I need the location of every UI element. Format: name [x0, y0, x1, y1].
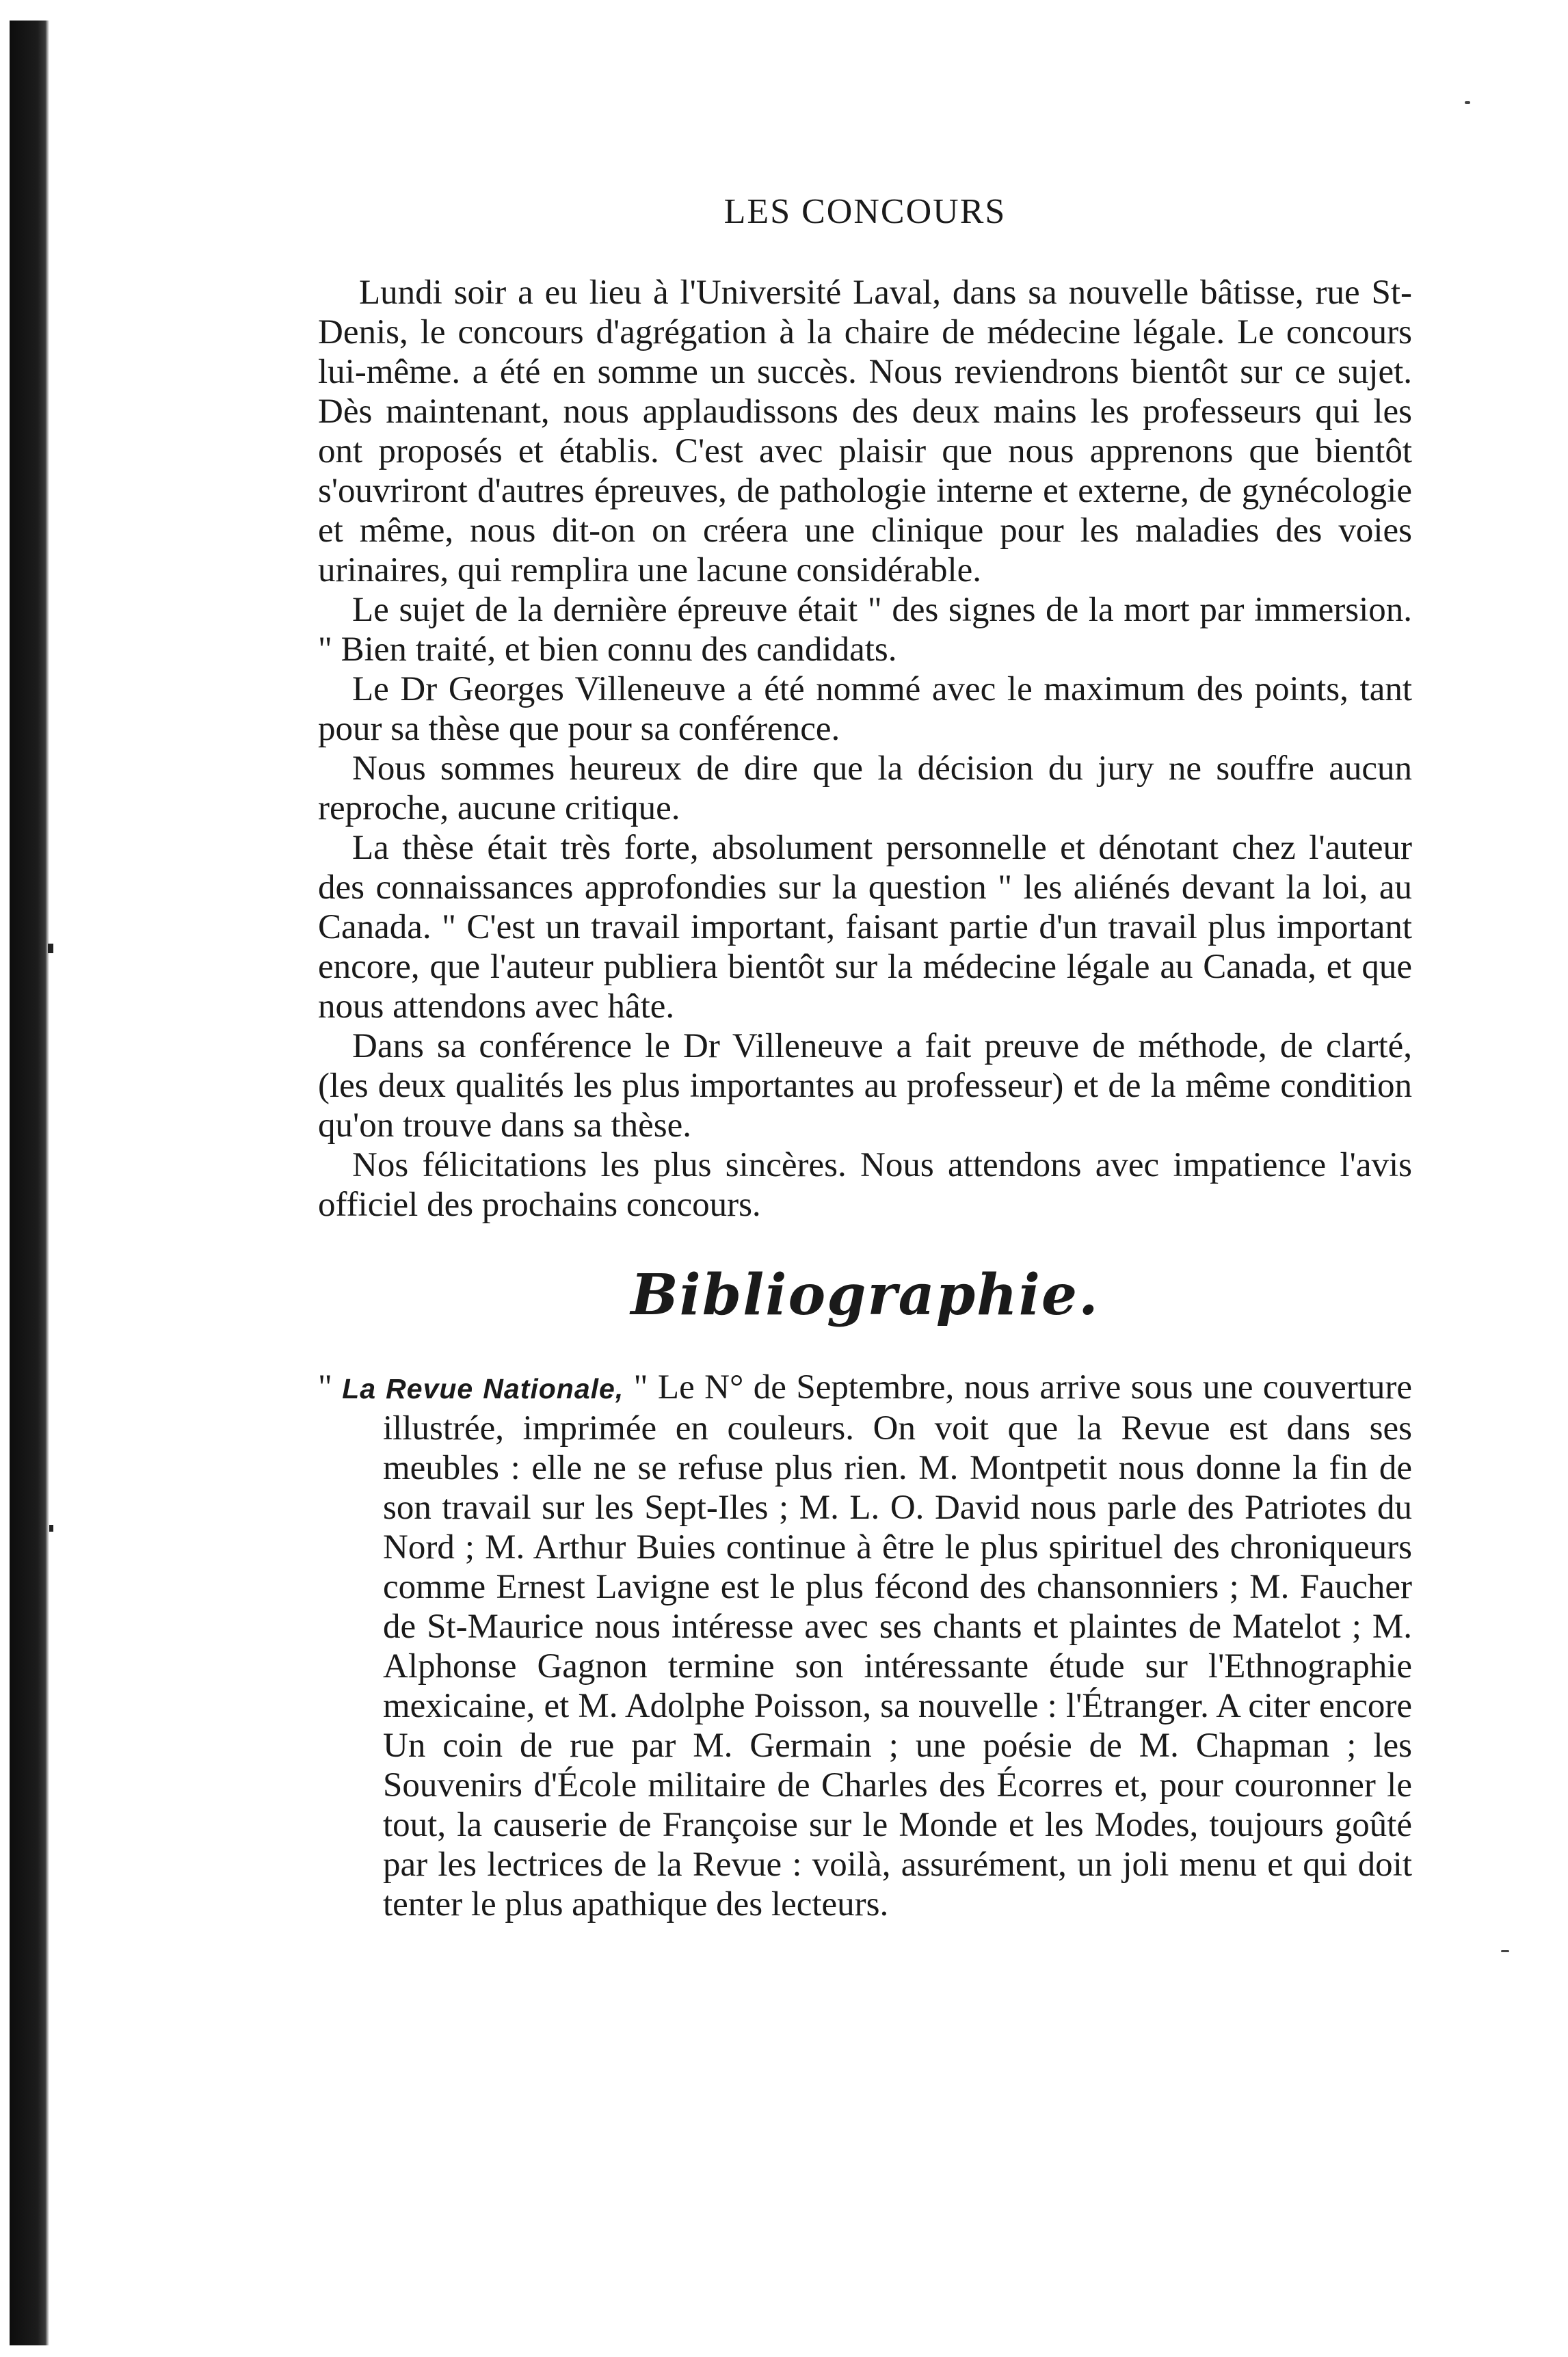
article-paragraph: Nos félicitations les plus sincères. Nous attendons avec impatience l'avis officiel des prochains concours. [318, 1146, 1412, 1224]
article-paragraph: Le sujet de la dernière épreuve était " des signes de la mort par immersion. " Bien traité, et bien connu des candidats. [318, 591, 1412, 669]
article-paragraph: La thèse était très forte, absolument personnelle et dénotant chez l'auteur des connaissances approfondies sur la question " les aliénés devant la loi, au Canada. " C'est un travail important, faisant partie d'un travail plus important encore, que l'auteur publiera bientôt sur la médecine légale au Canada, et que nous attendons avec hâte. [318, 829, 1412, 1026]
scan-speck [49, 1525, 53, 1532]
scan-stray-mark [1501, 1950, 1509, 1952]
entry-open-quote: " [318, 1368, 343, 1407]
article-paragraph: Nous sommes heureux de dire que la décision du jury ne souffre aucun reproche, aucune critique. [318, 749, 1412, 827]
entry-close-quote: " [624, 1368, 658, 1407]
page-content [318, 191, 1412, 1924]
bibliographie-entry [318, 1368, 1412, 1924]
scan-speck [48, 944, 53, 953]
bibliographie-entry-text: Le N° de Septembre, nous arrive sous une couverture illustrée, imprimée en couleurs. On voit que la Revue est dans ses meubles : elle ne se refuse plus rien. M. Montpetit nous donne la fin de son travail sur les Sept-Iles ; M. L. O. David nous parle des Patriotes du Nord ; M. Arthur Buies continue à être le plus spirituel des chroniqueurs comme Ernest Lavigne est le plus fécond des chansonniers ; M. Faucher de St-Maurice nous intéresse avec ses chants et plaintes de Matelot ; M. Alphonse Gagnon termine son intéressante étude sur l'Ethnographie mexicaine, et M. Adolphe Poisson, sa nouvelle : l'Étranger. A citer encore Un coin de rue par M. Germain ; une poésie de M. Chapman ; les Souvenirs d'École militaire de Charles des Écorres et, pour couronner le tout, la causerie de Françoise sur le Monde et les Modes, toujours goûté par les lectrices de la Revue : voilà, assurément, un joli menu et qui doit tenter le plus apathique des lecteurs. [383, 1368, 1412, 1923]
article-title: LES CONCOURS [723, 192, 1007, 231]
scan-binding-edge [10, 21, 49, 2345]
article-paragraph: Le Dr Georges Villeneuve a été nommé avec le maximum des points, tant pour sa thèse que pour sa conférence. [318, 670, 1412, 748]
revue-name: La Revue Nationale, [342, 1373, 624, 1404]
article-paragraph: Dans sa conférence le Dr Villeneuve a fait preuve de méthode, de clarté, (les deux qualités les plus importantes au professeur) et de la même condition qu'on trouve dans sa thèse. [318, 1027, 1412, 1145]
scan-stray-mark [1465, 101, 1470, 104]
article-paragraph: Lundi soir a eu lieu à l'Université Laval, dans sa nouvelle bâtisse, rue St-Denis, le concours d'agrégation à la chaire de médecine légale. Le concours lui-même. a été en somme un succès. Nous reviendrons bientôt sur ce sujet. Dès maintenant, nous applaudissons des deux mains les professeurs qui les ont proposés et établis. C'est avec plaisir que nous apprenons que bientôt s'ouvriront d'autres épreuves, de pathologie interne et externe, de gynécologie et même, nous dit-on on créera une clinique pour les maladies des voies urinaires, qui remplira une lacune considérable. [318, 274, 1412, 589]
bibliographie-heading: Bibliographie. [630, 1262, 1100, 1328]
